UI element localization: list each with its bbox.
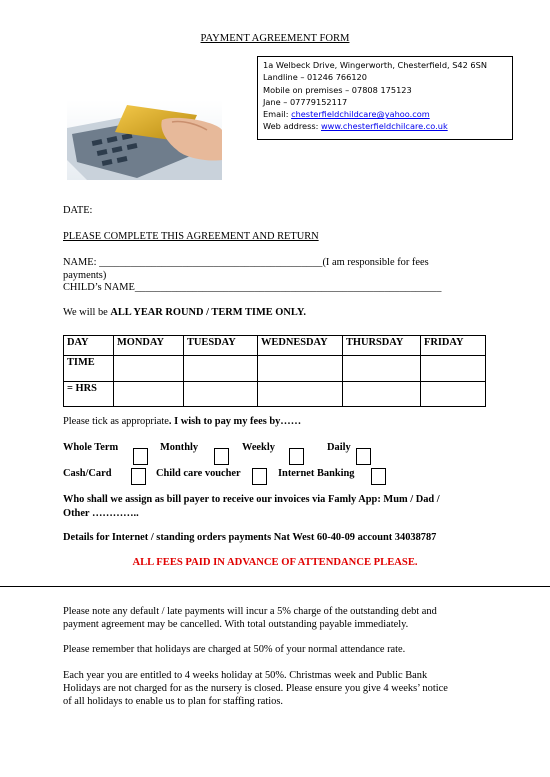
cash-card-checkbox[interactable] <box>131 468 146 485</box>
contact-web-line <box>263 120 512 132</box>
complete-heading: PLEASE COMPLETE THIS AGREEMENT AND RETURN <box>63 231 319 242</box>
attendance-prefix: We will be <box>63 307 111 318</box>
schedule-header-row <box>64 336 486 356</box>
contact-jane: Jane – 07779152117 <box>263 96 348 107</box>
contact-mobile: Mobile on premises – 07808 175123 <box>263 84 412 95</box>
date-label: DATE: <box>63 205 93 216</box>
hours-cell[interactable] <box>421 382 486 407</box>
note-default-line1: Please note any default / late payments will incur a 5% charge of the outstanding debt and <box>63 606 437 617</box>
header-wednesday: WEDNESDAY <box>258 336 343 356</box>
tick-prefix: Please tick as appropriate <box>63 416 169 427</box>
hours-cell[interactable] <box>258 382 343 407</box>
note-entitlement-line3: of all holidays to enable us to plan for staffing ratios. <box>63 696 283 707</box>
schedule-table <box>63 335 486 407</box>
daily-checkbox[interactable] <box>356 448 371 465</box>
tick-bold: . I wish to pay my fees by…… <box>168 416 302 427</box>
option-daily-label: Daily <box>327 442 351 453</box>
option-child-care-voucher-label: Child care voucher <box>156 468 241 479</box>
hours-cell[interactable] <box>114 382 184 407</box>
time-cell[interactable] <box>343 356 421 382</box>
header-thursday: THURSDAY <box>343 336 421 356</box>
divider <box>0 586 550 587</box>
tick-instruction <box>63 416 301 427</box>
time-cell[interactable] <box>421 356 486 382</box>
contact-email-line <box>263 108 512 120</box>
schedule-hours-row <box>64 382 486 407</box>
child-care-voucher-checkbox[interactable] <box>252 468 267 485</box>
bill-payer-other[interactable]: Other ………….. <box>63 508 139 519</box>
option-monthly-label: Monthly <box>160 442 199 453</box>
note-holidays: Please remember that holidays are charged at 50% of your normal attendance rate. <box>63 644 406 655</box>
attendance-line <box>63 307 306 318</box>
child-name-line[interactable]: CHILD’s NAME___________________________________________________________ <box>63 282 442 293</box>
header-monday: MONDAY <box>114 336 184 356</box>
note-entitlement-line2: Holidays are not charged for as the nursery is closed. Please ensure you give 4 weeks’ notice <box>63 683 448 694</box>
row-label-hours: = HRS <box>64 382 114 407</box>
option-internet-banking-label: Internet Banking <box>278 468 355 479</box>
header-friday: FRIDAY <box>421 336 486 356</box>
row-label-time: TIME <box>64 356 114 382</box>
time-cell[interactable] <box>258 356 343 382</box>
bank-details: Details for Internet / standing orders payments Nat West 60-40-09 account 34038787 <box>63 532 437 543</box>
form-title: PAYMENT AGREEMENT FORM <box>200 33 350 44</box>
time-cell[interactable] <box>184 356 258 382</box>
hours-cell[interactable] <box>343 382 421 407</box>
contact-address: 1a Welbeck Drive, Wingerworth, Chesterfield, S42 6SN <box>263 60 487 70</box>
header-day: DAY <box>64 336 114 356</box>
option-whole-term-label: Whole Term <box>63 442 119 453</box>
internet-banking-checkbox[interactable] <box>371 468 386 485</box>
note-entitlement-line1: Each year you are entitled to 4 weeks holiday at 50%. Christmas week and Public Bank <box>63 670 428 681</box>
schedule-time-row <box>64 356 486 382</box>
monthly-checkbox[interactable] <box>214 448 229 465</box>
bill-payer-question: Who shall we assign as bill payer to receive our invoices via Famly App: Mum / Dad / <box>63 494 440 505</box>
web-label: Web address: <box>263 121 321 132</box>
contact-box <box>257 56 513 140</box>
weekly-checkbox[interactable] <box>289 448 304 465</box>
web-link[interactable]: www.chesterfieldchilcare.co.uk <box>320 121 448 132</box>
hours-cell[interactable] <box>184 382 258 407</box>
attendance-options: ALL YEAR ROUND / TERM TIME ONLY. <box>110 307 306 318</box>
card-payment-image <box>67 100 222 180</box>
email-link[interactable]: chesterfieldchildcare@yahoo.com <box>291 109 430 120</box>
email-label: Email: <box>263 109 292 120</box>
time-cell[interactable] <box>114 356 184 382</box>
contact-landline: Landline – 01246 766120 <box>263 72 367 83</box>
whole-term-checkbox[interactable] <box>133 448 148 465</box>
option-weekly-label: Weekly <box>242 442 275 453</box>
name-line-continued: payments) <box>63 270 107 281</box>
header-tuesday: TUESDAY <box>184 336 258 356</box>
option-cash-card-label: Cash/Card <box>63 468 112 479</box>
advance-payment-notice: ALL FEES PAID IN ADVANCE OF ATTENDANCE PLEASE. <box>132 557 418 568</box>
note-default-line2: payment agreement may be cancelled. With total outstanding payable immediately. <box>63 619 409 630</box>
name-line[interactable]: NAME: ___________________________________________(I am responsible for fees <box>63 257 429 268</box>
